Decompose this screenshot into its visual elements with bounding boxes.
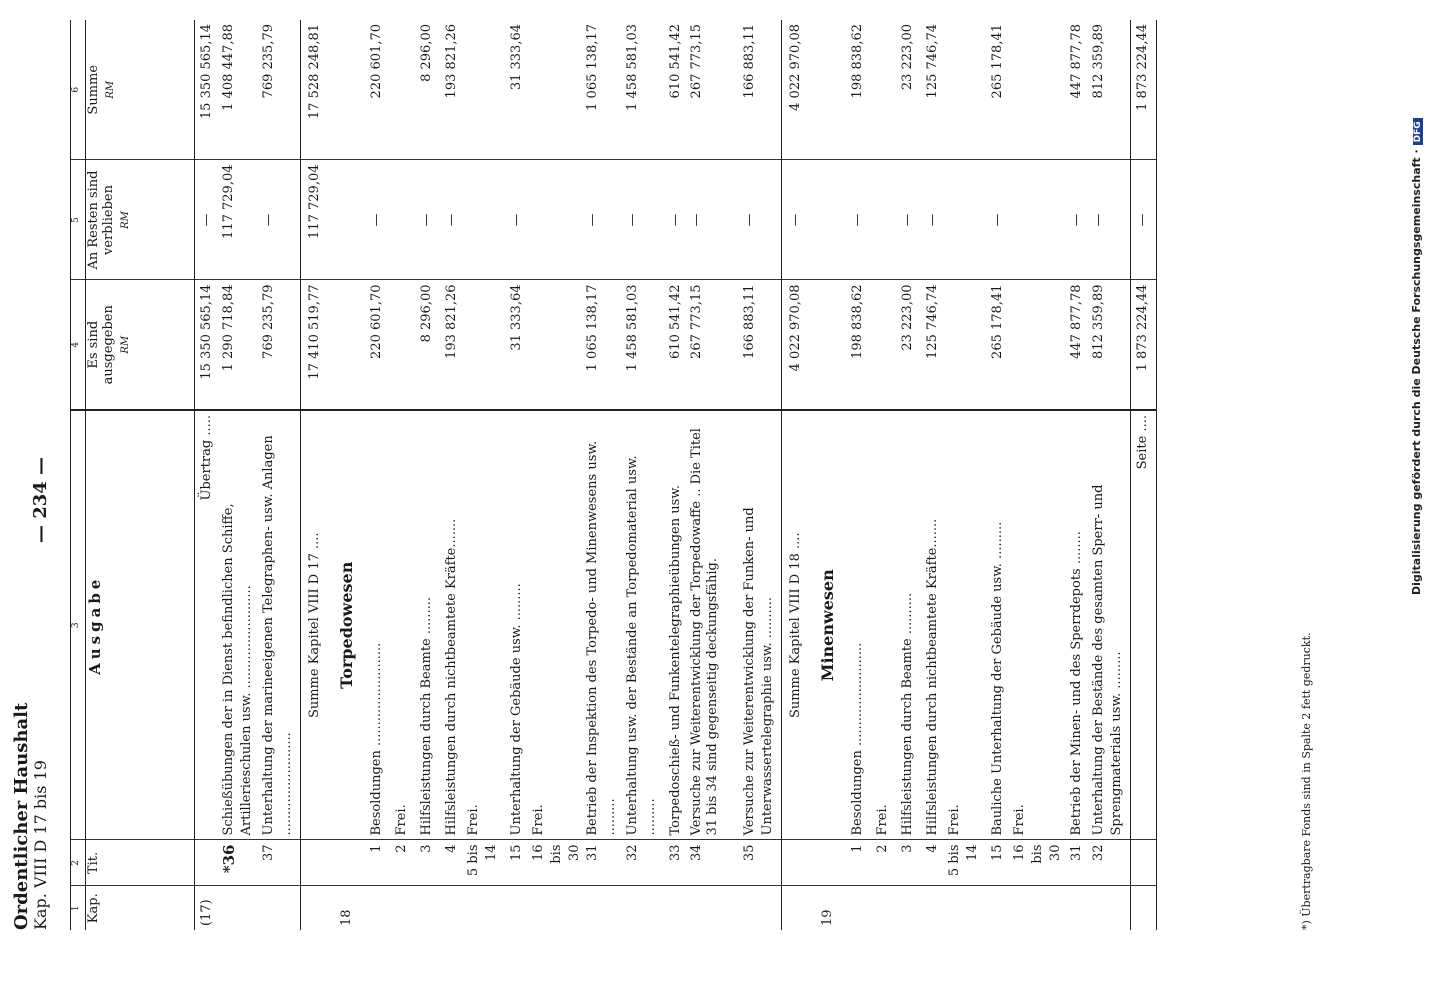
ausgabe-cell: Summe Kapitel VIII D 17 .... [301,410,330,840]
amount-total: 4 022 970,08 [782,20,811,160]
amount-total: 1 408 447,88 [220,20,260,160]
kap-cell [689,886,741,930]
amount-total [810,20,846,160]
header-subtitle: Kap. VIII D 17 bis 19 [31,760,50,930]
table-row [365,20,390,930]
amount-spent [465,280,505,410]
kap-cell [846,886,871,930]
ausgabe-cell: Schießübungen der in Dienst befindlichen Schiffe, Artillerieschulen usw. ......................... [220,410,260,840]
amount-spent: 447 877,78 [1065,280,1090,410]
colnum-4: 4 [71,280,86,410]
amount-spent: 166 883,11 [741,280,782,410]
table-row [846,20,871,930]
amount-spent: 1 458 581,03 [624,280,664,410]
kap-cell [946,886,986,930]
kap-cell [1131,886,1157,930]
colnum-6: 6 [71,20,86,160]
amount-remaining: — [584,160,624,280]
tit-cell: 1 [365,840,390,886]
amount-remaining: 117 729,04 [220,160,260,280]
amount-remaining: — [415,160,440,280]
amount-total [1011,20,1065,160]
ausgabe-cell: Seite .... [1131,410,1157,840]
header-resten-label: An Resten sind verblieben [86,170,116,270]
amount-remaining [329,160,365,280]
kap-cell [1065,886,1090,930]
section-heading: Minenwesen [810,410,846,840]
table-row [195,20,221,930]
amount-remaining [1011,160,1065,280]
page-header-left [12,703,50,930]
tit-cell: 34 [689,840,741,886]
amount-spent: 31 333,64 [505,280,530,410]
tit-cell: 32 [1090,840,1131,886]
ausgabe-cell: Bauliche Unterhaltung der Gebäude usw. ......... [986,410,1011,840]
ausgabe-cell: Betrieb der Inspektion des Torpedo- und Minenwesens usw. ......... [584,410,624,840]
ausgabe-cell: Hilfsleistungen durch Beamte ......... [415,410,440,840]
table-row [530,20,584,930]
amount-remaining [530,160,584,280]
ausgabe-cell: Hilfsleistungen durch nichtbeamtete Kräfte....... [440,410,465,840]
table-row [505,20,530,930]
kap-cell [301,886,330,930]
amount-remaining: — [921,160,946,280]
kap-cell: 19 [820,909,835,926]
amount-total: 1 873 224,44 [1131,20,1157,160]
ausgabe-cell: Hilfsleistungen durch Beamte .......... [896,410,921,840]
tit-cell: 35 [741,840,782,886]
amount-spent: 193 821,26 [440,280,465,410]
ausgabe-cell: Frei. [390,410,415,840]
page-total-row [1131,20,1157,930]
unit-label: RM [105,80,116,99]
tit-cell: 5 bis 14 [465,840,505,886]
amount-remaining: — [896,160,921,280]
tit-cell: 32 [624,840,664,886]
kap-cell [624,886,664,930]
kap-cell [782,886,811,930]
amount-spent [871,280,896,410]
amount-remaining [390,160,415,280]
amount-remaining [946,160,986,280]
kap-cell [921,886,946,930]
kap-cell [260,886,301,930]
amount-spent: 1 873 224,44 [1131,280,1157,410]
amount-spent [530,280,584,410]
table-row [260,20,301,930]
amount-spent [810,280,846,410]
table-row [465,20,505,930]
page-number: — 234 — [30,456,51,544]
ausgabe-cell: Unterhaltung usw. der Bestände an Torpedomaterial usw. ......... [624,410,664,840]
tit-cell: *36 [220,840,260,886]
tit-cell: 4 [921,840,946,886]
amount-total: 166 883,11 [741,20,782,160]
amount-spent [329,280,365,410]
tit-cell: 3 [415,840,440,886]
ausgabe-cell: Übertrag ..... [195,410,221,840]
amount-total [946,20,986,160]
colnum-5: 5 [71,160,86,280]
tit-cell: 15 [505,840,530,886]
unit-label: RM [120,211,131,229]
amount-remaining: — [664,160,689,280]
table-row [1090,20,1131,930]
amount-remaining: — [986,160,1011,280]
amount-remaining [465,160,505,280]
ausgabe-cell: Frei. [1011,410,1065,840]
tit-cell [301,840,330,886]
amount-remaining: — [195,160,221,280]
tit-cell: 37 [260,840,301,886]
header-kap: Kap. [86,886,195,930]
amount-remaining: — [689,160,741,280]
tit-cell: 31 [584,840,624,886]
kap-cell [390,886,415,930]
amount-spent: 769 235,79 [260,280,301,410]
table-row [664,20,689,930]
table-row [689,20,741,930]
table-row [220,20,260,930]
ausgabe-cell: Torpedoschieß- und Funkentelegraphieübungen usw. [664,410,689,840]
ausgabe-cell: Besoldungen ......................... [365,410,390,840]
amount-remaining: — [260,160,301,280]
kap-cell [664,886,689,930]
section-heading: Torpedowesen [329,410,365,840]
unit-label: RM [120,335,131,354]
amount-total: 267 773,15 [689,20,741,160]
amount-total: 8 296,00 [415,20,440,160]
amount-spent: 812 359,89 [1090,280,1131,410]
ausgabe-cell: Versuche zur Weiterentwicklung der Torpedowaffe .. Die Titel 31 bis 34 sind gegenseitig deckungsfähig. [689,410,741,840]
ausgabe-cell: Hilfsleistungen durch nichtbeamtete Kräfte....... [921,410,946,840]
ausgabe-cell: Frei. [871,410,896,840]
tit-cell: 4 [440,840,465,886]
amount-spent: 220 601,70 [365,280,390,410]
amount-total: 812 359,89 [1090,20,1131,160]
section-row [810,20,846,930]
tit-cell: 1 [846,840,871,886]
table-row [946,20,986,930]
digitization-notice [1410,0,1423,990]
ausgabe-cell: Frei. [465,410,505,840]
kap-cell [986,886,1011,930]
amount-spent: 23 223,00 [896,280,921,410]
header-title: Ordentlicher Haushalt [11,702,32,930]
kap-cell [415,886,440,930]
header-summe [86,20,195,160]
digitization-strip [1410,10,1434,990]
kap-cell: (17) [199,899,214,926]
amount-total: 1 458 581,03 [624,20,664,160]
tit-cell: 33 [664,840,689,886]
amount-spent [390,280,415,410]
amount-total: 125 746,74 [921,20,946,160]
digitization-text: Digitalisierung gefördert durch die Deutsche Forschungsgemeinschaft · [1410,149,1423,595]
amount-remaining: — [1131,160,1157,280]
amount-remaining [871,160,896,280]
colnum-1: 1 [71,886,86,930]
kap-cell [365,886,390,930]
budget-table [70,20,1157,930]
table-row [871,20,896,930]
sum-row [782,20,811,930]
tit-cell: 3 [896,840,921,886]
tit-cell: 2 [871,840,896,886]
tit-cell: 31 [1065,840,1090,886]
amount-remaining: — [846,160,871,280]
ausgabe-cell: Unterhaltung der Gebäude usw. ......... [505,410,530,840]
amount-spent: 198 838,62 [846,280,871,410]
amount-total: 23 223,00 [896,20,921,160]
tit-cell: 16 bis 30 [530,840,584,886]
kap-cell [1090,886,1131,930]
header-resten [86,160,195,280]
ausgabe-cell: Frei. [946,410,986,840]
column-header-row [86,20,195,930]
amount-total: 193 821,26 [440,20,465,160]
colnum-3: 3 [71,410,86,840]
amount-spent [946,280,986,410]
kap-cell [530,886,584,930]
ausgabe-cell: Summe Kapitel VIII D 18 .... [782,410,811,840]
tit-cell [329,840,365,886]
amount-total [390,20,415,160]
amount-total: 220 601,70 [365,20,390,160]
tit-cell: 5 bis 14 [946,840,986,886]
table-row [1065,20,1090,930]
dfg-logo: DFG [1413,118,1423,145]
ausgabe-cell: Versuche zur Weiterentwicklung der Funken- und Unterwassertelegraphie usw. .......... [741,410,782,840]
amount-total: 198 838,62 [846,20,871,160]
amount-total [871,20,896,160]
header-tit: Tit. [86,840,195,886]
amount-spent: 267 773,15 [689,280,741,410]
amount-remaining: — [782,160,811,280]
kap-cell [896,886,921,930]
kap-cell [465,886,505,930]
amount-remaining: 117 729,04 [301,160,330,280]
column-number-row [71,20,86,930]
table-row [1011,20,1065,930]
tit-cell [782,840,811,886]
amount-remaining: — [1065,160,1090,280]
kap-cell [584,886,624,930]
kap-cell: 18 [339,909,354,926]
amount-total: 1 065 138,17 [584,20,624,160]
header-summe-label: Summe [86,64,101,115]
amount-remaining: — [505,160,530,280]
table-row [440,20,465,930]
kap-cell [220,886,260,930]
header-ausgabe: Ausgabe [86,410,195,840]
ausgabe-cell: Besoldungen ......................... [846,410,871,840]
table-row [986,20,1011,930]
ausgabe-cell: Unterhaltung der Bestände des gesamten Sperr- und Sprengmaterials usw. ......... [1090,410,1131,840]
table-row [896,20,921,930]
table-row [390,20,415,930]
amount-remaining: — [624,160,664,280]
amount-spent: 8 296,00 [415,280,440,410]
amount-remaining: — [741,160,782,280]
colnum-2: 2 [71,840,86,886]
amount-total: 265 178,41 [986,20,1011,160]
table-row [741,20,782,930]
amount-total [329,20,365,160]
tit-cell: 15 [986,840,1011,886]
kap-cell [505,886,530,930]
kap-cell [1011,886,1065,930]
amount-spent: 1 065 138,17 [584,280,624,410]
amount-total [530,20,584,160]
table-row [415,20,440,930]
amount-total: 769 235,79 [260,20,301,160]
amount-remaining [810,160,846,280]
sum-row [301,20,330,930]
amount-remaining: — [1090,160,1131,280]
amount-spent: 610 541,42 [664,280,689,410]
amount-spent: 265 178,41 [986,280,1011,410]
table-row [921,20,946,930]
header-ausgegeben-label: Es sind ausgegeben [86,305,116,385]
header-ausgegeben [86,280,195,410]
amount-spent: 15 350 565,14 [195,280,221,410]
ausgabe-cell: Frei. [530,410,584,840]
amount-total: 447 877,78 [1065,20,1090,160]
table-row [624,20,664,930]
amount-spent: 17 410 519,77 [301,280,330,410]
amount-total: 17 528 248,81 [301,20,330,160]
amount-total: 31 333,64 [505,20,530,160]
amount-total: 15 350 565,14 [195,20,221,160]
tit-cell [810,840,846,886]
amount-spent [1011,280,1065,410]
amount-total [465,20,505,160]
tit-cell: 2 [390,840,415,886]
amount-spent: 1 290 718,84 [220,280,260,410]
amount-spent: 4 022 970,08 [782,280,811,410]
amount-total: 610 541,42 [664,20,689,160]
tit-cell [195,840,221,886]
amount-remaining: — [365,160,390,280]
amount-spent: 125 746,74 [921,280,946,410]
ausgabe-cell: Betrieb der Minen- und des Sperrdepots ........ [1065,410,1090,840]
tit-cell [1131,840,1157,886]
footnote: *) Übertragbare Fonds sind in Spalte 2 fett gedruckt. [1300,632,1313,930]
kap-cell [871,886,896,930]
ausgabe-cell: Unterhaltung der marineeigenen Telegraphen- usw. Anlagen ......................... [260,410,301,840]
table-row [584,20,624,930]
kap-cell [440,886,465,930]
tit-cell: 16 bis 30 [1011,840,1065,886]
kap-cell [741,886,782,930]
amount-remaining: — [440,160,465,280]
section-row [329,20,365,930]
